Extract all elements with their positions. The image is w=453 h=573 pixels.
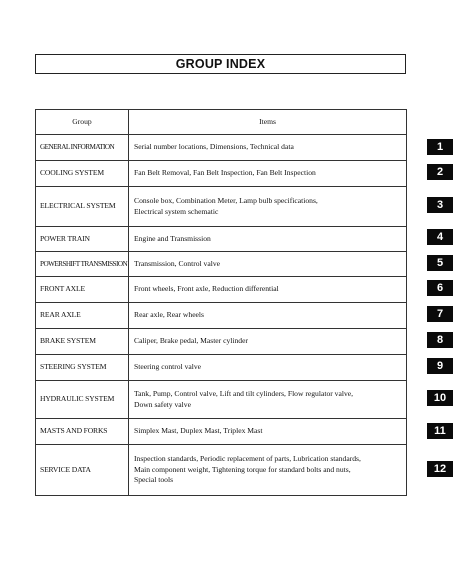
items-cell: Engine and Transmission <box>129 227 407 252</box>
table-row <box>36 419 407 445</box>
group-column-header: Group <box>36 110 129 135</box>
group-cell: REAR AXLE <box>36 303 129 329</box>
section-tab-8[interactable]: 8 <box>427 332 453 348</box>
items-line: Console box, Combination Meter, Lamp bulb specifications, <box>134 196 318 205</box>
group-index-table <box>35 109 407 496</box>
page-title: GROUP INDEX <box>35 54 406 74</box>
table-row <box>36 381 407 419</box>
items-cell: Simplex Mast, Duplex Mast, Triplex Mast <box>129 419 407 445</box>
section-tab-12[interactable]: 12 <box>427 461 453 477</box>
items-cell: Rear axle, Rear wheels <box>129 303 407 329</box>
items-line: Special tools <box>134 475 174 485</box>
group-cell: FRONT AXLE <box>36 277 129 303</box>
items-cell: Steering control valve <box>129 355 407 381</box>
section-tab-9[interactable]: 9 <box>427 358 453 374</box>
items-line: Inspection standards, Periodic replacement of parts, Lubrication standards, <box>134 454 361 464</box>
table-row <box>36 187 407 227</box>
section-tab-10[interactable]: 10 <box>427 390 453 406</box>
section-tab-2[interactable]: 2 <box>427 164 453 180</box>
items-line: Main component weight, Tightening torque for standard bolts and nuts, <box>134 464 351 474</box>
section-tab-4[interactable]: 4 <box>427 229 453 245</box>
group-cell: GENERAL INFORMATION <box>36 135 129 161</box>
items-cell: Front wheels, Front axle, Reduction differential <box>129 277 407 303</box>
table-row <box>36 445 407 496</box>
items-cell: Caliper, Brake pedal, Master cylinder <box>129 329 407 355</box>
table-row <box>36 277 407 303</box>
group-cell: HYDRAULIC SYSTEM <box>36 381 129 419</box>
items-column-header: Items <box>129 110 407 135</box>
group-cell: COOLING SYSTEM <box>36 161 129 187</box>
section-tab-6[interactable]: 6 <box>427 280 453 296</box>
section-tab-3[interactable]: 3 <box>427 197 453 213</box>
items-cell: Fan Belt Removal, Fan Belt Inspection, Fan Belt Inspection <box>129 161 407 187</box>
items-cell: Transmission, Control valve <box>129 252 407 277</box>
group-cell: MASTS AND FORKS <box>36 419 129 445</box>
section-tab-7[interactable]: 7 <box>427 306 453 322</box>
group-cell: STEERING SYSTEM <box>36 355 129 381</box>
table-row <box>36 252 407 277</box>
group-cell: POWER TRAIN <box>36 227 129 252</box>
table-header-row <box>36 110 407 135</box>
group-cell: SERVICE DATA <box>36 445 129 496</box>
items-cell: Serial number locations, Dimensions, Technical data <box>129 135 407 161</box>
section-tab-11[interactable]: 11 <box>427 423 453 439</box>
table-row <box>36 303 407 329</box>
group-cell: ELECTRICAL SYSTEM <box>36 187 129 227</box>
items-cell <box>129 445 407 496</box>
table-row <box>36 355 407 381</box>
table-row <box>36 227 407 252</box>
table-row <box>36 135 407 161</box>
group-cell: BRAKE SYSTEM <box>36 329 129 355</box>
items-cell <box>129 187 407 227</box>
section-tab-5[interactable]: 5 <box>427 255 453 271</box>
items-cell <box>129 381 407 419</box>
table-row <box>36 329 407 355</box>
group-cell: POWERSHIFT TRANSMISSION <box>36 252 129 277</box>
table-row <box>36 161 407 187</box>
items-line: Tank, Pump, Control valve, Lift and tilt cylinders, Flow regulator valve, <box>134 389 354 398</box>
items-line: Electrical system schematic <box>134 206 219 216</box>
items-line: Down safety valve <box>134 399 191 409</box>
section-tab-1[interactable]: 1 <box>427 139 453 155</box>
